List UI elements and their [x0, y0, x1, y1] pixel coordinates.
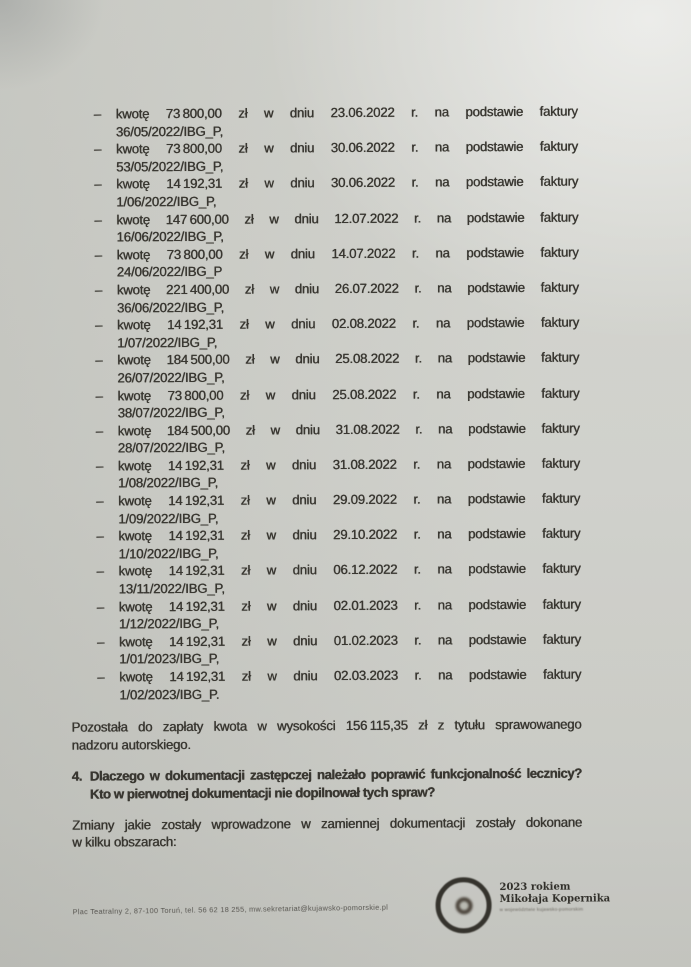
invoice-list-item — [71, 630, 581, 668]
dash-bullet-icon: – — [94, 317, 103, 333]
logo-text-block — [499, 881, 610, 913]
dash-bullet-icon: – — [94, 247, 102, 263]
logo-ring-icon — [435, 877, 491, 933]
copernicus-logo — [435, 874, 665, 945]
invoice-number-line: 1/12/2022/IBG_P, — [118, 615, 219, 632]
question-line-1: Dlaczego w dokumentacji zastępczej należało poprawić funkcjonalność lecznicy? — [89, 765, 582, 784]
invoice-list-item — [70, 560, 580, 598]
dash-bullet-icon: – — [95, 387, 103, 404]
logo-name-text: Mikołaja Kopernika — [499, 892, 611, 905]
invoice-number-line: 24/06/2022/IBG_P — [116, 264, 223, 280]
dash-bullet-icon: – — [95, 352, 103, 368]
invoice-number-line: 16/06/2022/IBG_P, — [116, 228, 224, 245]
invoice-line-main: kwotę 147 600,00 zł w dniu 12.07.2022 r. na podstawie faktury — [116, 209, 579, 227]
invoice-line-main: kwotę 14 192,31 zł w dniu 29.10.2022 r. na podstawie faktury — [118, 525, 581, 544]
dash-bullet-icon: – — [93, 141, 102, 157]
invoice-line-main: kwotę 14 192,31 zł w dniu 01.02.2023 r. na podstawie faktury — [118, 631, 581, 650]
invoice-list-item — [70, 454, 580, 492]
invoice-payment-list — [68, 103, 582, 704]
invoice-number-line: 1/06/2022/IBG_P, — [116, 193, 217, 210]
invoice-number-line: 1/10/2022/IBG_P, — [118, 545, 219, 562]
invoice-number-line: 36/05/2022/IBG_P, — [115, 123, 223, 139]
dash-bullet-icon: – — [96, 599, 104, 615]
invoice-line-main: kwotę 14 192,31 zł w dniu 02.01.2023 r. na podstawie faktury — [118, 596, 581, 615]
invoice-number-line: 28/07/2022/IBG_P, — [117, 440, 225, 456]
invoice-number-line: 1/07/2022/IBG_P, — [117, 334, 218, 351]
dash-bullet-icon: – — [94, 212, 102, 228]
invoice-list-item — [70, 419, 580, 457]
invoice-list-item — [69, 314, 579, 352]
logo-center-icon — [455, 897, 472, 914]
dash-bullet-icon: – — [97, 669, 105, 685]
remaining-amount-paragraph — [71, 716, 581, 754]
invoice-list-item — [69, 384, 579, 422]
invoice-list-item — [70, 525, 580, 563]
invoice-list-item — [69, 349, 579, 387]
invoice-list-item — [68, 103, 578, 141]
invoice-number-line: 1/08/2022/IBG_P, — [117, 475, 218, 491]
dash-bullet-icon: – — [93, 106, 101, 122]
invoice-list-item — [71, 595, 581, 633]
invoice-line-main: kwotę 73 800,00 zł w dniu 14.07.2022 r. na podstawie faktury — [116, 244, 579, 263]
dash-bullet-icon: – — [96, 528, 104, 544]
document-body — [68, 103, 583, 852]
invoice-number-line: 1/01/2023/IBG_P, — [119, 651, 220, 667]
question-line-2: Kto w pierwotnej dokumentacji nie dopilnował tych spraw? — [89, 784, 435, 802]
invoice-line-main: kwotę 14 192,31 zł w dniu 31.08.2022 r. na podstawie faktury — [117, 455, 580, 474]
invoice-line-main: kwotę 73 800,00 zł w dniu 23.06.2022 r. na podstawie faktury — [115, 103, 578, 122]
invoice-number-line: 38/07/2022/IBG_P, — [117, 404, 225, 421]
dash-bullet-icon: – — [95, 423, 103, 439]
invoice-list-item — [71, 666, 581, 704]
invoice-line-main: kwotę 184 500,00 zł w dniu 31.08.2022 r. na podstawie faktury — [117, 420, 580, 439]
invoice-number-line: 26/07/2022/IBG_P, — [117, 369, 225, 386]
invoice-line-main: kwotę 73 800,00 zł w dniu 25.08.2022 r. na podstawie faktury — [117, 385, 580, 403]
invoice-list-item — [69, 279, 579, 317]
footer-address: Plac Teatralny 2, 87-100 Toruń, tel. 56 62 18 255, mw.sekretariat@kujawsko-pomorskie.pl — [72, 902, 389, 917]
remaining-line-1: Pozostała do zapłaty kwota w wysokości 156 115,35 zł z tytułu sprawowanego — [71, 716, 582, 735]
logo-tagline-text: w województwie kujawsko-pomorskim — [499, 906, 584, 913]
invoice-number-line: 53/05/2022/IBG_P, — [116, 158, 224, 175]
invoice-number-line: 1/09/2022/IBG_P, — [118, 510, 219, 527]
invoice-number-line: 1/02/2023/IBG_P. — [119, 686, 220, 702]
dash-bullet-icon: – — [94, 282, 102, 298]
invoice-list-item — [69, 243, 579, 281]
question-4 — [72, 765, 582, 803]
invoice-number-line: 13/11/2022/IBG_P, — [118, 580, 225, 597]
changes-line-2: w kilku obszarach: — [72, 834, 177, 850]
invoice-list-item — [68, 173, 578, 211]
dash-bullet-icon: – — [95, 458, 104, 474]
invoice-line-main: kwotę 73 800,00 zł w dniu 30.06.2022 r. na podstawie faktury — [115, 138, 578, 157]
remaining-line-2: nadzoru autorskiego. — [71, 736, 191, 753]
changes-line-1: Zmiany jakie zostały wprowadzone w zamiennej dokumentacji zostały dokonane — [72, 814, 583, 833]
invoice-list-item — [68, 208, 578, 246]
dash-bullet-icon: – — [94, 176, 102, 192]
logo-year-text: 2023 rokiem — [499, 881, 571, 894]
invoice-list-item — [68, 138, 578, 176]
dash-bullet-icon: – — [96, 634, 105, 650]
dash-bullet-icon: – — [96, 563, 104, 579]
invoice-line-main: kwotę 14 192,31 zł w dniu 29.09.2022 r. na podstawie faktury — [118, 490, 581, 509]
question-number: 4. — [71, 768, 82, 785]
invoice-number-line: 36/06/2022/IBG_P, — [116, 299, 225, 315]
invoice-line-main: kwotę 14 192,31 zł w dniu 30.06.2022 r. na podstawie faktury — [116, 173, 579, 192]
invoice-line-main: kwotę 14 192,31 zł w dniu 02.08.2022 r. na podstawie faktury — [116, 314, 580, 333]
invoice-line-main: kwotę 14 192,31 zł w dniu 06.12.2022 r. na podstawie faktury — [118, 561, 581, 579]
invoice-list-item — [70, 490, 580, 528]
dash-bullet-icon: – — [96, 493, 104, 509]
changes-paragraph — [72, 813, 582, 851]
invoice-line-main: kwotę 221 400,00 zł w dniu 26.07.2022 r. na podstawie faktury — [116, 279, 579, 298]
invoice-line-main: kwotę 14 192,31 zł w dniu 02.03.2023 r. na podstawie faktury — [119, 666, 582, 685]
invoice-line-main: kwotę 184 500,00 zł w dniu 25.08.2022 r. na podstawie faktury — [117, 349, 580, 368]
